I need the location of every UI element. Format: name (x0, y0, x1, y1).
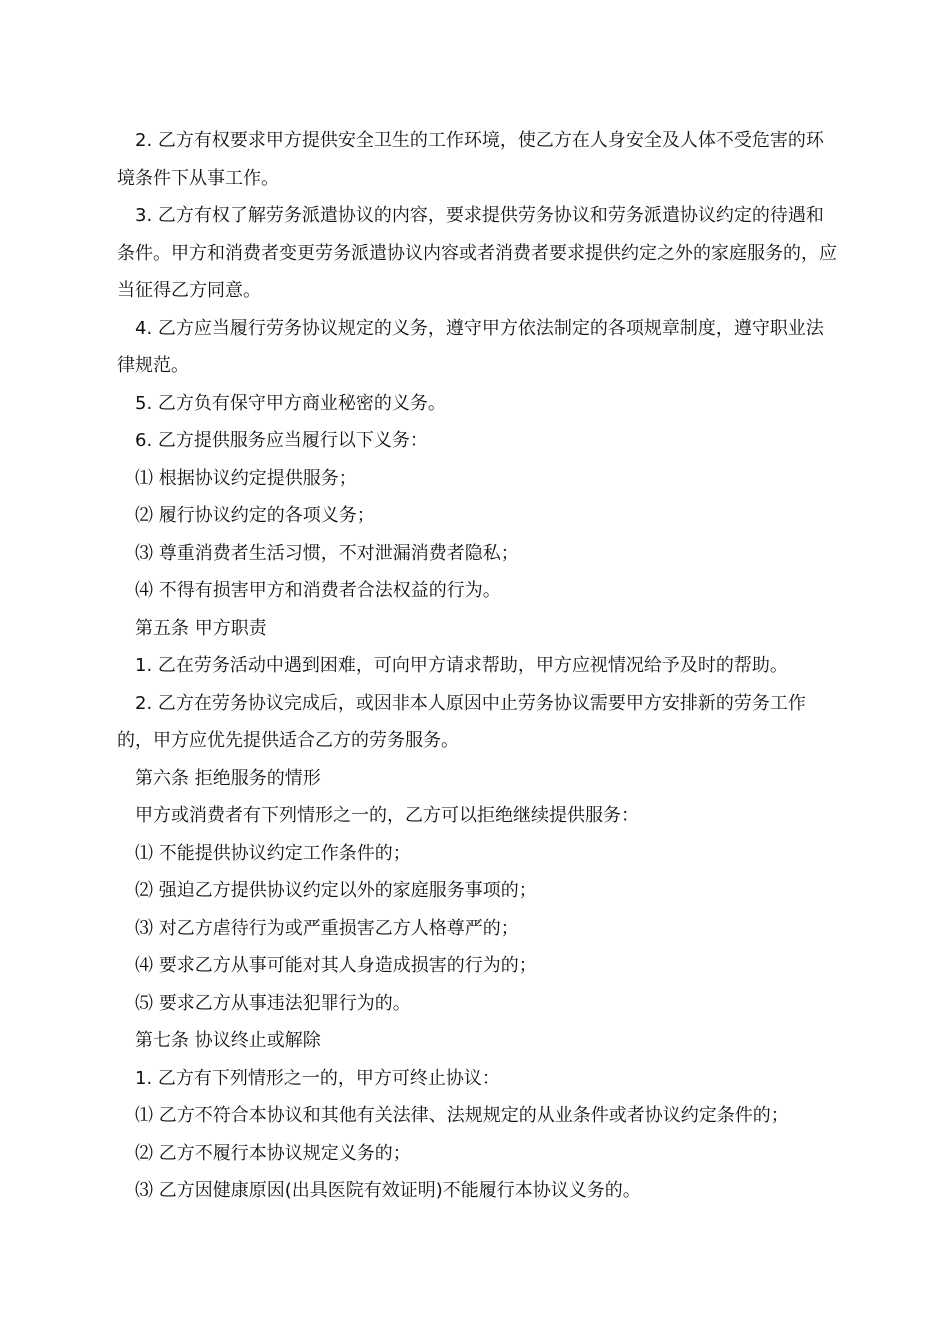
list-item: ⑷ 不得有损害甲方和消费者合法权益的行为。 (135, 580, 501, 601)
paragraph: 4. 乙方应当履行劳务协议规定的义务，遵守甲方依法制定的各项规章制度，遵守职业法律规范。 (117, 317, 824, 376)
document-body (117, 122, 837, 1210)
list-item: ⑵ 履行协议约定的各项义务； (135, 505, 375, 526)
list-item: ⑵ 乙方不履行本协议规定义务的； (135, 1142, 411, 1164)
list-item: ⑷ 要求乙方从事可能对其人身造成损害的行为的； (135, 955, 537, 976)
paragraph: 5. 乙方负有保守甲方商业秘密的义务。 (135, 392, 446, 414)
paragraph: 2. 乙方在劳务协议完成后，或因非本人原因中止劳务协议需要甲方安排新的劳务工作的，甲方应优先提供适合乙方的劳务服务。 (117, 692, 806, 751)
paragraph: 2. 乙方有权要求甲方提供安全卫生的工作环境，使乙方在人身安全及人体不受危害的环境条件下从事工作。 (117, 130, 824, 189)
paragraph: 1. 乙方有下列情形之一的，甲方可终止协议： (135, 1067, 500, 1089)
section-heading: 第六条 拒绝服务的情形 (135, 767, 321, 789)
list-item: ⑶ 乙方因健康原因(出具医院有效证明)不能履行本协议义务的。 (135, 1180, 641, 1201)
paragraph: 甲方或消费者有下列情形之一的，乙方可以拒绝继续提供服务： (135, 805, 639, 826)
list-item: ⑴ 乙方不符合本协议和其他有关法律、法规规定的从业条件或者协议约定条件的； (135, 1105, 789, 1126)
paragraph: 1. 乙在劳务活动中遇到困难，可向甲方请求帮助，甲方应视情况给予及时的帮助。 (135, 655, 788, 676)
list-item: ⑸ 要求乙方从事违法犯罪行为的。 (135, 992, 411, 1014)
paragraph: 3. 乙方有权了解劳务派遣协议的内容，要求提供劳务协议和劳务派遣协议约定的待遇和条件。甲方和消费者变更劳务派遣协议内容或者消费者要求提供约定之外的家庭服务的，应当征得乙方同意。 (117, 205, 837, 301)
list-item: ⑵ 强迫乙方提供协议约定以外的家庭服务事项的； (135, 880, 537, 901)
list-item: ⑴ 根据协议约定提供服务； (135, 467, 357, 489)
section-heading: 第七条 协议终止或解除 (135, 1030, 321, 1051)
section-heading: 第五条 甲方职责 (135, 617, 267, 639)
list-item: ⑶ 尊重消费者生活习惯，不对泄漏消费者隐私； (135, 542, 519, 564)
list-item: ⑶ 对乙方虐待行为或严重损害乙方人格尊严的； (135, 917, 519, 939)
paragraph: 6. 乙方提供服务应当履行以下义务： (135, 430, 428, 451)
list-item: ⑴ 不能提供协议约定工作条件的； (135, 842, 411, 864)
